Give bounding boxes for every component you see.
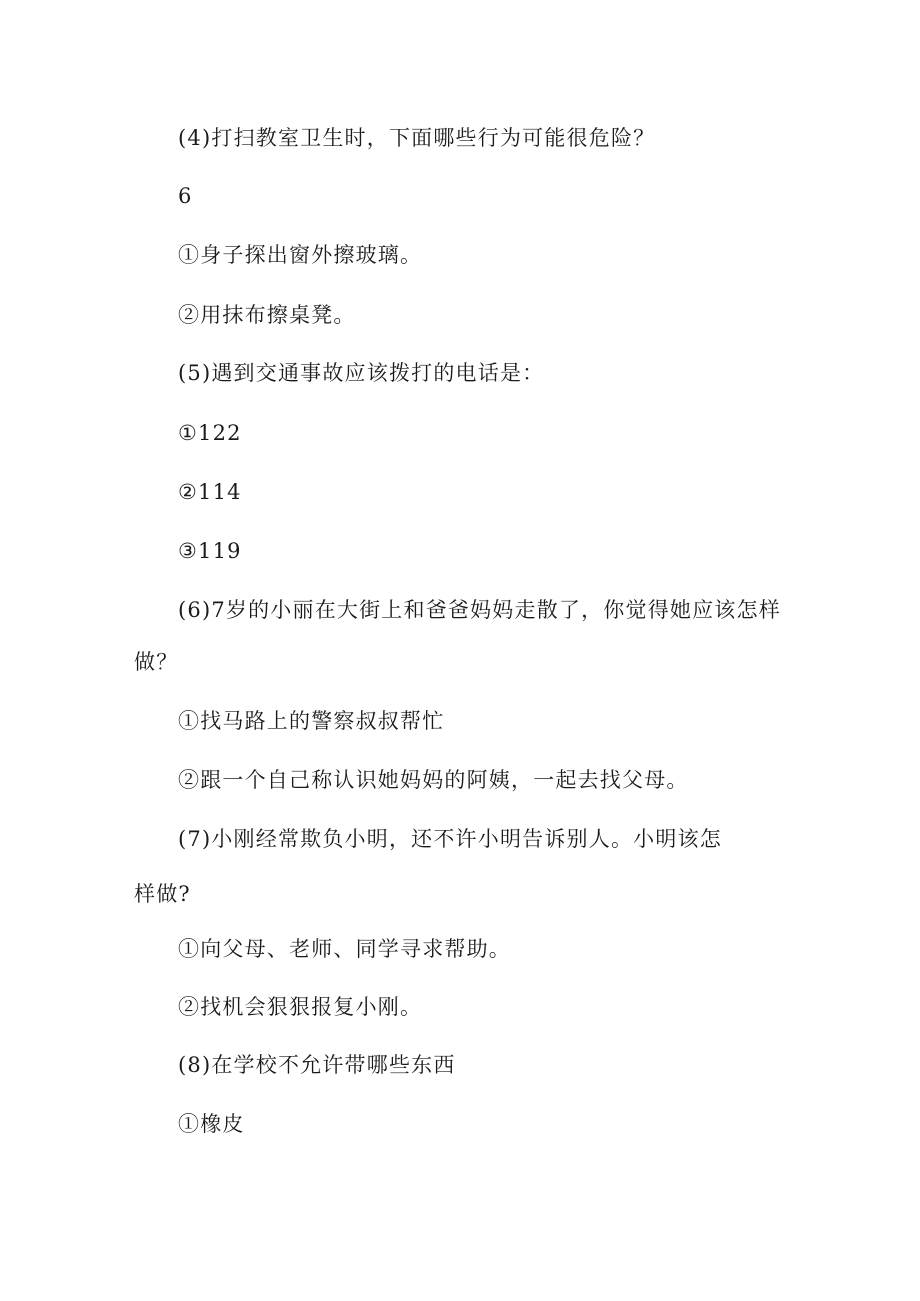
- option-5-3: ③119: [178, 539, 242, 563]
- question-8: (8)在学校不允许带哪些东西: [178, 1053, 456, 1077]
- question-4: (4)打扫教室卫生时，下面哪些行为可能很危险？: [178, 126, 656, 150]
- question-6-continuation: 做？: [134, 650, 179, 674]
- option-7-1: ①向父母、老师、同学寻求帮助。: [178, 937, 511, 961]
- question-7: (7)小刚经常欺负小明，还不许小明告诉别人。小明该怎: [178, 827, 722, 851]
- option-4-1: ①身子探出窗外擦玻璃。: [178, 243, 423, 267]
- option-5-1: ①122: [178, 421, 242, 445]
- question-5: (5)遇到交通事故应该拨打的电话是：: [178, 361, 545, 385]
- question-6: (6)7岁的小丽在大街上和爸爸妈妈走散了，你觉得她应该怎样: [178, 598, 781, 622]
- question-7-continuation: 样做?: [134, 882, 191, 906]
- option-4-2: ②用抹布擦桌凳。: [178, 303, 356, 327]
- option-8-1: ①橡皮: [178, 1112, 245, 1136]
- option-5-2: ②114: [178, 480, 242, 504]
- option-7-2: ②找机会狠狠报复小刚。: [178, 995, 423, 1019]
- page-number-text: 6: [178, 184, 193, 208]
- option-6-2: ②跟一个自己称认识她妈妈的阿姨，一起去找父母。: [178, 768, 689, 792]
- option-6-1: ①找马路上的警察叔叔帮忙: [178, 709, 445, 733]
